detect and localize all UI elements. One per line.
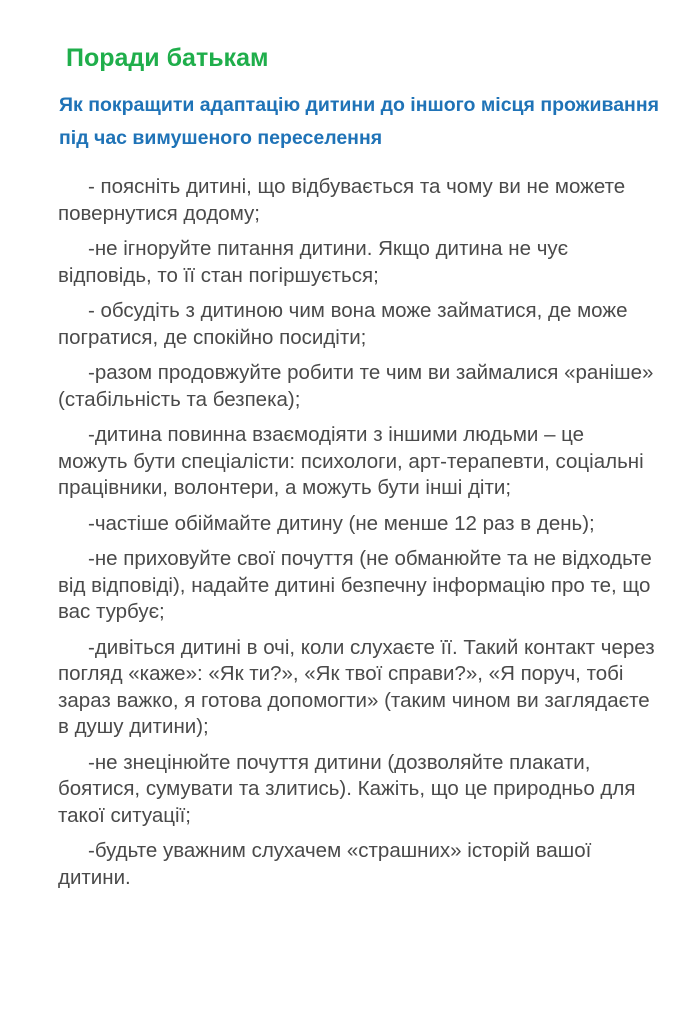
tip-item: -не знецінюйте почуття дитини (дозволяйте плакати, боятися, сумувати та злитись). Кажіть, що це природньо для такої ситуації; [58,750,636,827]
tip-item: -дитина повинна взаємодіяти з іншими людьми – це можуть бути спеціалісти: психологи, арт-терапевти, соціальні працівники, волонтери, а можуть бути інші діти; [58,423,644,499]
tip-item: -не приховуйте свої почуття (не обманюйте та не відходьте від відповіді), надайте дитині безпечну інформацію про те, що вас турбує; [58,547,652,623]
page-subtitle: Як покращити адаптацію дитини до іншого місця проживання під час вимушеного переселення [59,94,659,149]
tip-item: - поясніть дитині, що відбувається та чому ви не можете повернутися додому; [58,175,626,225]
tip-item: -разом продовжуйте робити те чим ви займалися «раніше» (стабільність та безпека); [58,361,654,411]
page-title: Поради батькам [66,44,269,72]
tip-item: -дивіться дитині в очі, коли слухаєте її. Такий контакт через погляд «каже»: «Як ти?», «Як твої справи?», «Я поруч, тобі зараз важко, я готова допомогти» (таким чином ви заглядаєте в душу дитини); [58,635,655,738]
tip-item: -частіше обіймайте дитину (не менше 12 раз в день); [88,511,595,535]
tip-item: -не ігноруйте питання дитини. Якщо дитина не чує відповідь, то її стан погіршується; [58,237,569,287]
tips-list [58,174,658,900]
tip-item: - обсудіть з дитиною чим вона може займатися, де може погратися, де спокійно посидіти; [58,299,628,349]
tip-item: -будьте уважним слухачем «страшних» історій вашої дитини. [58,839,592,889]
